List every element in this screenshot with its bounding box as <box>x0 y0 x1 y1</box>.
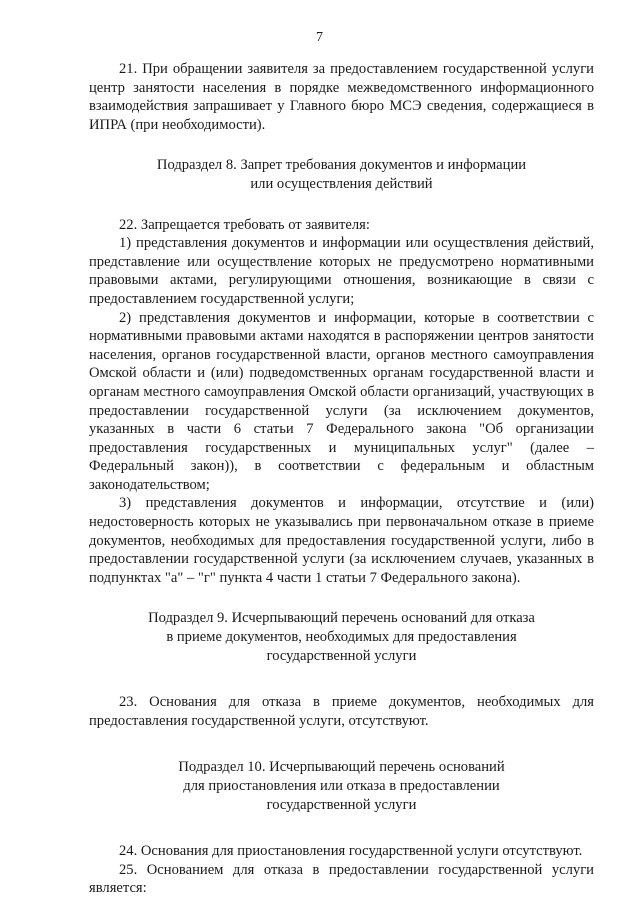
subsection-10-line-1: Подраздел 10. Исчерпывающий перечень оснований <box>178 759 505 776</box>
subsection-8-line-1: Подраздел 8. Запрет требования документов и информации <box>156 157 527 174</box>
subsection-10-line-2: для приостановления или отказа в предоставлении <box>183 778 500 794</box>
subsection-9-heading <box>122 609 562 665</box>
document-body <box>89 60 594 898</box>
subsection-9-line-2: в приеме документов, необходимых для предоставления <box>166 629 517 646</box>
paragraph-22: 22. Запрещается требовать от заявителя: <box>119 216 370 233</box>
paragraph-23: 23. Основания для отказа в приеме документов, необходимых для предоставления государственной услуги, отсутствуют. <box>89 694 594 729</box>
page-number: 7 <box>316 30 323 45</box>
subsection-8-line-2: или осуществления действий <box>250 175 433 192</box>
paragraph-22-item-2: 2) представления документов и информации, которые в соответствии с нормативными правовыми актами находятся в распоряжении центров занятости населения, органов государственной власти, органов местного самоуправления Омской области и (или) подведомственных органам государственной власти и органам местного самоуправления Омской области организаций, участвующих в предоставлении государственной услуги (за исключением документов, указанных в части 6 статьи 7 Федерального закона "Об организации предоставления государственных и муниципальных услуг" (далее – Федеральный закон)), в соответствии с федеральным и областным законодательством; <box>89 309 594 493</box>
subsection-10-line-3: государственной услуги <box>266 796 417 813</box>
paragraph-21: 21. При обращении заявителя за предоставлением государственной услуги центр занятости населения в порядке межведомственного информационного взаимодействия запрашивает у Главного бюро МСЭ сведения, содержащиеся в ИПРА (при необходимости). <box>89 61 594 133</box>
paragraph-25: 25. Основанием для отказа в предоставлении государственной услуги является: <box>89 861 594 897</box>
paragraph-24: 24. Основания для приостановления государственной услуги отсутствуют. <box>119 843 583 860</box>
paragraph-22-item-1: 1) представления документов и информации или осуществления действий, представление или осуществление которых не предусмотрено нормативными правовыми актами, регулирующими отношения, возникающие в связи с предоставлением государственной услуги; <box>89 235 594 307</box>
subsection-8-heading <box>122 156 562 193</box>
subsection-9-line-1: Подраздел 9. Исчерпывающий перечень оснований для отказа <box>148 610 535 627</box>
subsection-9-line-3: государственной услуги <box>266 647 417 664</box>
paragraph-22-item-3: 3) представления документов и информации, отсутствие и (или) недостоверность которых не указывались при первоначальном отказе в приеме документов, необходимых для предоставления государственной услуги, либо в предоставлении государственной услуги (за исключением случаев, указанных в подпунктах "а" – "г" пункта 4 части 1 статьи 7 Федерального закона). <box>89 495 594 586</box>
subsection-10-heading <box>122 758 562 814</box>
